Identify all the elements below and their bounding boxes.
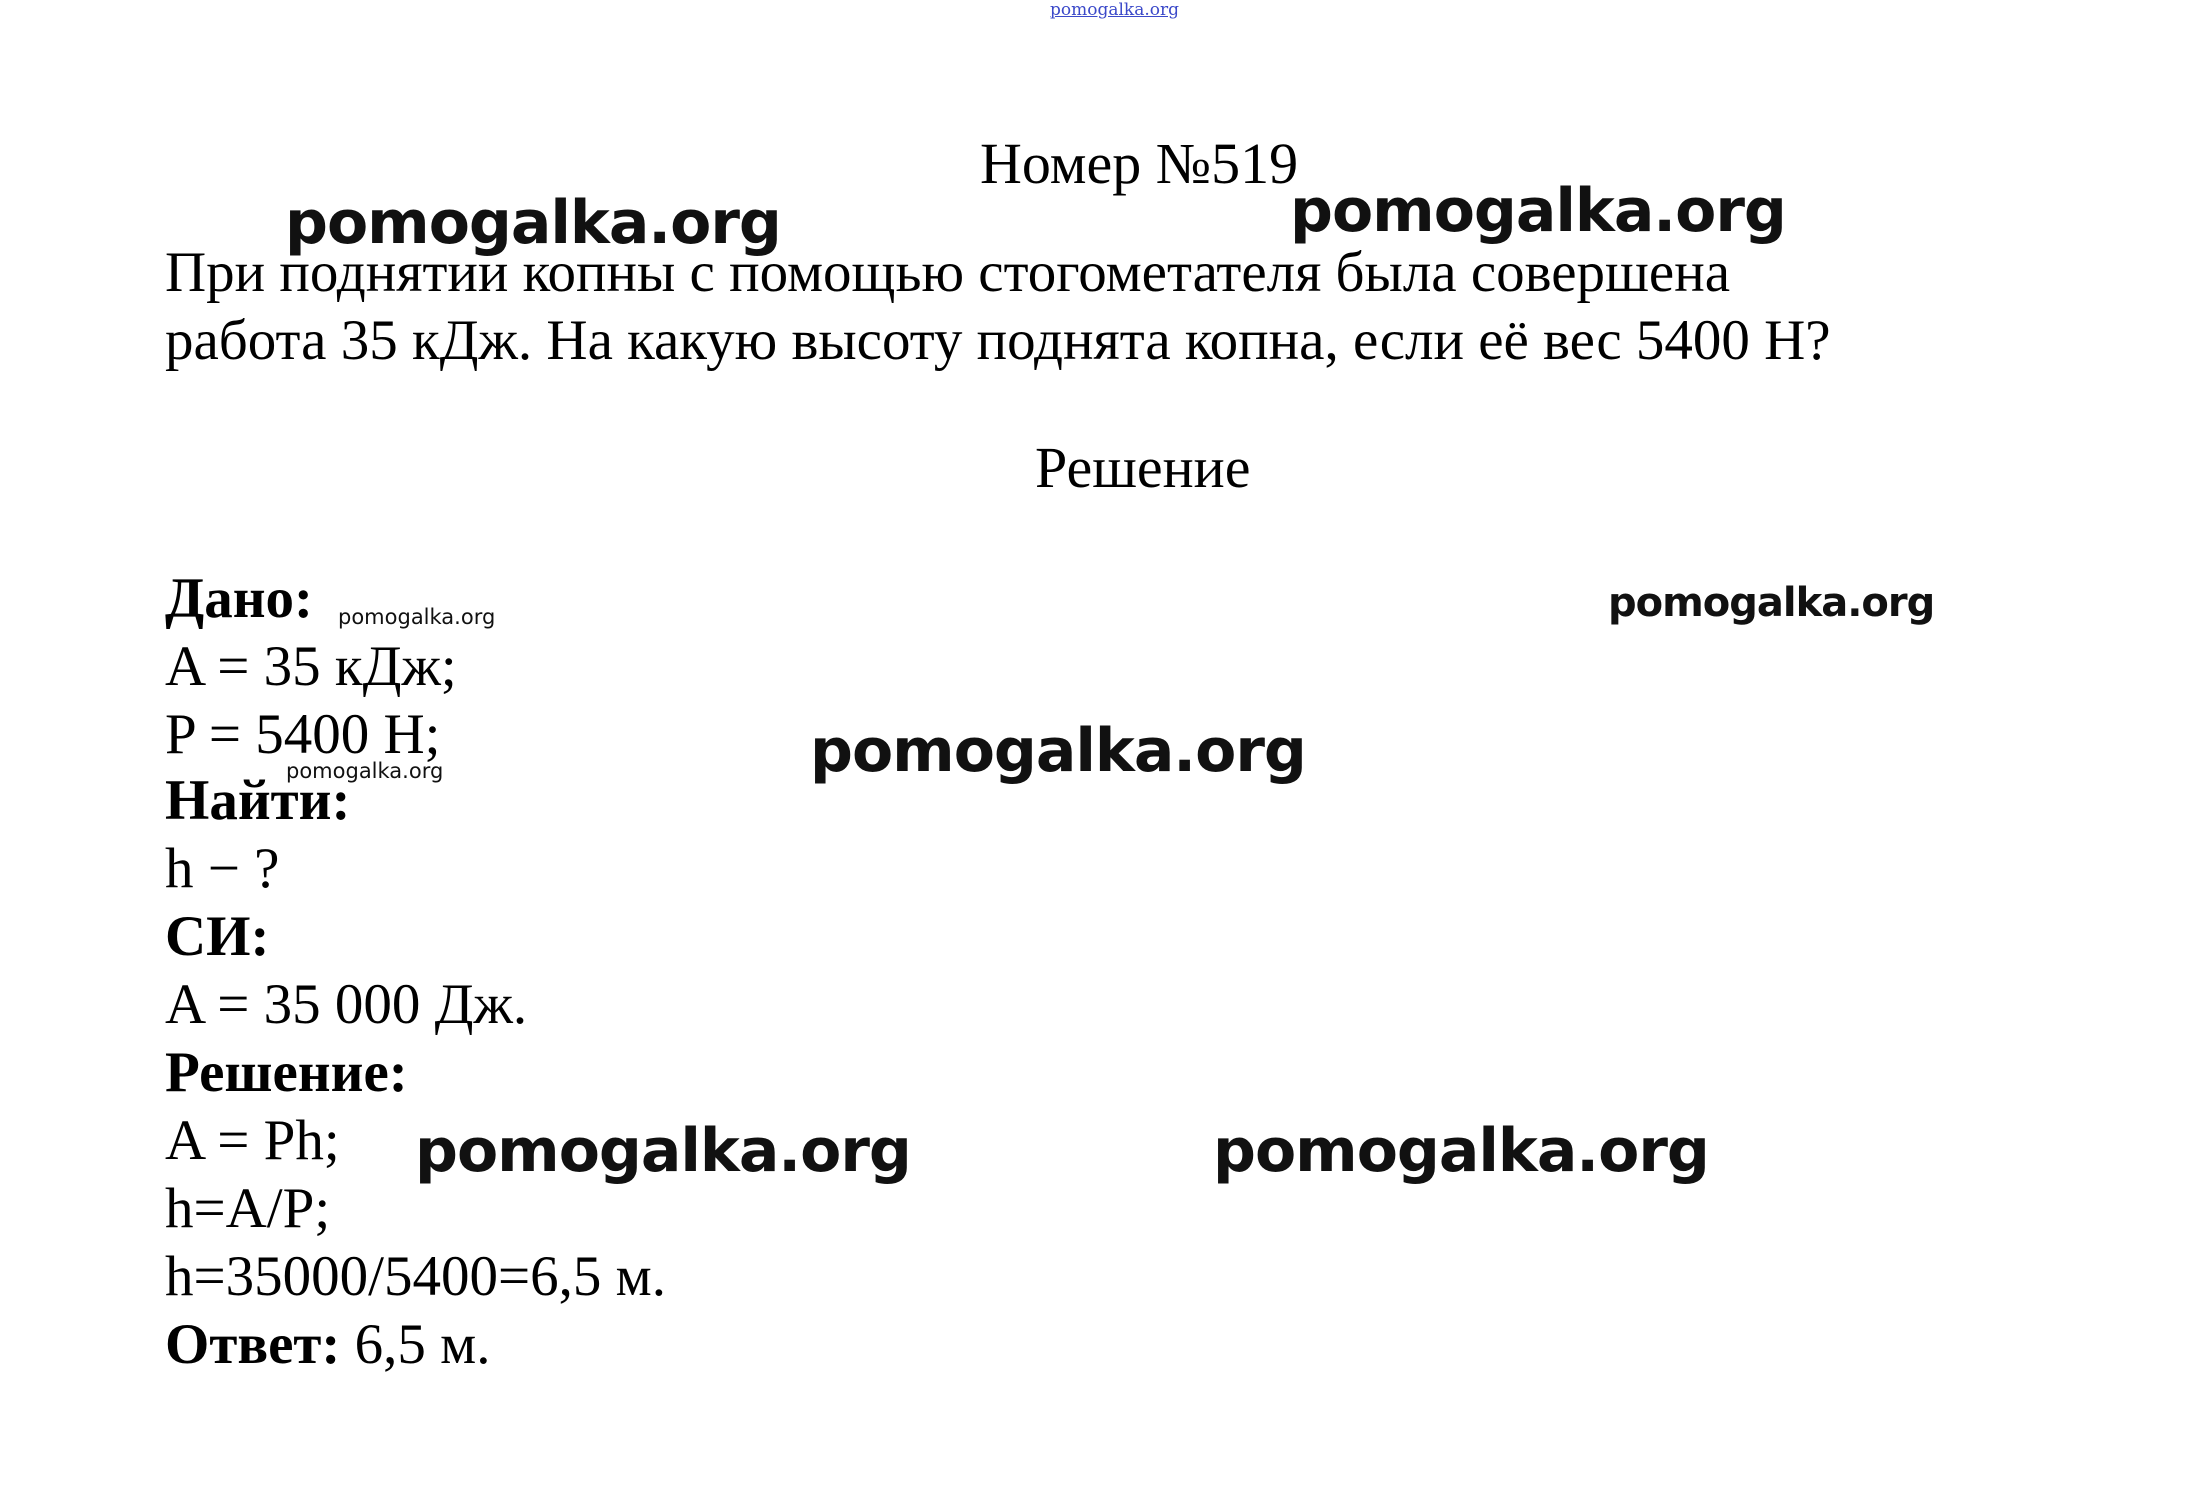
- solution-label: Решение:: [165, 1041, 408, 1104]
- solution-line-1: A = Ph;: [165, 1109, 340, 1172]
- find-line: h − ?: [165, 837, 280, 900]
- watermark: pomogalka.org: [1213, 1116, 1709, 1186]
- page-title: Номер №519: [980, 131, 1299, 196]
- given-label: Дано:: [165, 567, 314, 630]
- watermark: pomogalka.org: [1290, 176, 1786, 246]
- answer-label: Ответ:: [165, 1313, 341, 1376]
- watermark: pomogalka.org: [286, 759, 444, 783]
- si-line: A = 35 000 Дж.: [165, 973, 528, 1036]
- watermark: pomogalka.org: [415, 1116, 911, 1186]
- solution-line-2: h=A/P;: [165, 1177, 331, 1240]
- watermark: pomogalka.org: [338, 605, 496, 629]
- answer-line: [165, 1312, 490, 1377]
- answer-value: 6,5 м.: [354, 1313, 491, 1376]
- find-label: Найти:: [165, 769, 351, 832]
- watermark: pomogalka.org: [285, 188, 781, 258]
- solution-line-3: h=35000/5400=6,5 м.: [165, 1245, 666, 1308]
- watermark: pomogalka.org: [810, 716, 1306, 786]
- site-link[interactable]: pomogalka.org: [1050, 0, 1180, 20]
- given-line-2: P = 5400 Н;: [165, 703, 441, 766]
- watermark: pomogalka.org: [1608, 580, 1935, 626]
- problem-text-line-2: работа 35 кДж. На какую высоту поднята копна, если её вес 5400 Н?: [165, 309, 1831, 372]
- si-label: СИ:: [165, 905, 270, 968]
- problem-text-line-1: При поднятии копны с помощью стогометателя была совершена: [165, 241, 1730, 304]
- given-line-1: A = 35 кДж;: [165, 635, 457, 698]
- solution-heading: Решение: [1035, 435, 1251, 500]
